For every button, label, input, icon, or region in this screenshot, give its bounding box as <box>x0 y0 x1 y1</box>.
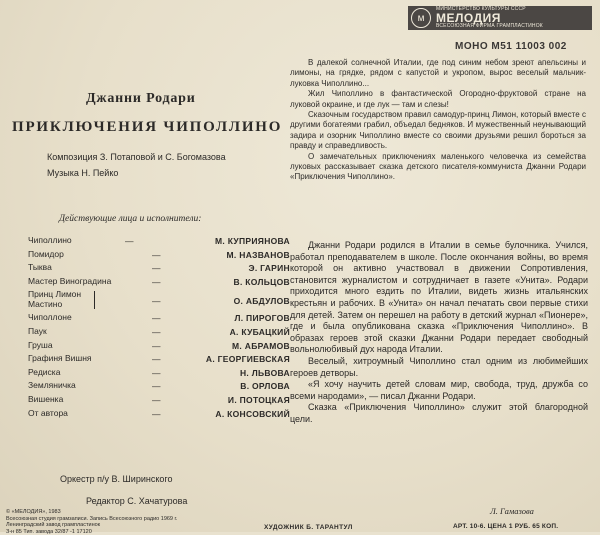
cast-dash: — <box>152 381 161 392</box>
cast-row <box>28 409 290 423</box>
cast-actor: М. АБРАМОВ <box>232 340 290 351</box>
cast-role: Мастер Виноградина <box>28 275 112 286</box>
cast-row <box>28 354 290 368</box>
cast-actor: Э. ГАРИН <box>248 263 290 274</box>
essay-paragraph: Сказка «Приключения Чиполлино» служит этой благородной цели. <box>290 402 588 424</box>
cast-dash: — <box>152 296 161 307</box>
production-credits: © «МЕЛОДИЯ», 1983 Всесоюзная студия грамзаписи. Запись Всесоюзного радио 1969 г. Ленинградский завод грампластинок З-н 85 Тип. завода 32/87 -1 17120 <box>6 509 178 535</box>
cast-dash: — <box>152 354 161 365</box>
cast-row <box>28 313 290 327</box>
cast-bracket <box>94 291 95 309</box>
cast-dash: — <box>152 276 161 287</box>
cast-role: Редиска <box>28 366 61 377</box>
essay-paragraph: Веселый, хитроумный Чиполлино стал одним из любимейших героев детворы. <box>290 355 588 378</box>
cast-actor: А. КУБАЦКИЙ <box>229 326 290 337</box>
melodiya-logo <box>408 6 592 30</box>
cast-row <box>28 341 290 355</box>
cast-actor: Н. ЛЬВОВА <box>239 367 290 378</box>
cast-dash: — <box>152 408 161 419</box>
cast-actor: В. КОЛЬЦОВ <box>233 276 290 287</box>
intro-paragraph: О замечательных приключениях маленького человечка из семейства луковых рассказывает сказка детского писателя-коммуниста Джанни Родари «Приключения Чиполлино». <box>290 151 586 182</box>
cast-role: Вишенка <box>28 393 64 404</box>
composition-credit: Композиция З. Потаповой и С. Богомазова <box>47 152 226 162</box>
cast-actor: М. КУПРИЯНОВА <box>215 236 290 246</box>
cast-row <box>28 277 290 291</box>
essay-paragraph: Джанни Родари родился в Италии в семье булочника. Учился, работал преподавателем в школе. После окончания войны, во время которой он активно участвовал в движении Сопротивления, становится журналистом и сотрудничает в газете «Унита». Родари приходится много ездить по Италии, видеть жизнь итальянских крестьян и рабочих. В «Унита» он начал печатать свои первые стихи для детей. Затем он перешел на работу в детский журнал «Пионере», где и была опубликована сказка «Приключения Чиполлино». В образах героев этой сказки Джанни Родари передает свободный вольнолюбивый дух народа Италии. <box>290 240 588 355</box>
cast-row <box>28 395 290 409</box>
album-title: ПРИКЛЮЧЕНИЯ ЧИПОЛЛИНО <box>12 119 283 135</box>
intro-paragraph: Жил Чиполлино в фантастической Огородно-фруктовой стране на луковой окраине, и где лук — там и слезы! <box>290 89 586 109</box>
cast-list <box>28 236 290 422</box>
author-name: Джанни Родари <box>86 91 196 106</box>
cast-role: Принц Лимон Мастино <box>28 289 82 309</box>
intro-paragraph: В далекой солнечной Италии, где под синим небом зреют апельсины и лимоны, на грядке, рядом с капустой и укропом, вырос веселый мальчик-луковка Чиполлино... <box>290 58 586 88</box>
intro-paragraph: Сказочным государством правил самодур-принц Лимон, который вместе с другими богатеями грабил, объедал бедняков. И мужественный неунывающий задира и озорник Чиполлино вместе со своими друзьями решил бороться за правду и справедливость. <box>290 110 586 151</box>
cast-dash: — <box>152 394 161 405</box>
cast-role: От автора <box>28 407 68 418</box>
cast-role: Паук <box>28 325 47 336</box>
cast-actor: О. АБДУЛОВ <box>233 296 290 307</box>
cast-dash: — <box>152 326 161 337</box>
cast-role: Помидор <box>28 248 64 259</box>
cast-actor: А. КОНСОВСКИЙ <box>215 408 290 419</box>
cast-dash: — <box>152 249 161 260</box>
essay-text <box>290 240 588 426</box>
orchestra-credit: Оркестр п/у В. Ширинского <box>60 474 173 484</box>
intro-text <box>290 58 586 183</box>
artist-credit: ХУДОЖНИК Б. ТАРАНТУЛ <box>264 524 353 531</box>
essay-signature: Л. Гамазова <box>490 506 534 516</box>
cast-row <box>28 368 290 382</box>
cast-row <box>28 290 290 313</box>
cast-actor: М. НАЗВАНОВ <box>226 249 290 260</box>
cast-actor: В. ОРЛОВА <box>240 381 290 392</box>
cast-row <box>28 327 290 341</box>
cast-role: Тыква <box>28 262 52 273</box>
cast-role: Земляничка <box>28 380 76 391</box>
cast-row <box>28 263 290 277</box>
cast-row <box>28 381 290 395</box>
cast-actor: А. ГЕОРГИЕВСКАЯ <box>205 354 290 365</box>
cast-dash: — <box>125 236 134 246</box>
cast-actor: И. ПОТОЦКАЯ <box>227 394 290 405</box>
music-credit: Музыка Н. Пейко <box>47 168 119 178</box>
logo-ministry: МИНИСТЕРСТВО КУЛЬТУРЫ СССР <box>436 6 526 12</box>
cast-dash: — <box>152 263 161 274</box>
melodiya-mark-icon: м <box>411 8 431 28</box>
cast-dash: — <box>152 340 161 351</box>
cast-role: Чиполлоне <box>28 312 72 323</box>
cast-actor: Л. ПИРОГОВ <box>234 313 290 324</box>
cast-row <box>28 250 290 264</box>
cast-role: Груша <box>28 339 53 350</box>
cast-dash: — <box>152 367 161 378</box>
logo-company: ВСЕСОЮЗНАЯ ФИРМА ГРАМПЛАСТИНОК <box>436 23 543 29</box>
editor-credit: Редактор С. Хачатурова <box>86 496 188 506</box>
cast-row <box>28 236 290 250</box>
essay-paragraph: «Я хочу научить детей словам мир, свобода, труд, дружба со всеми народами», — писал Джанни Родари. <box>290 379 588 401</box>
price-label: АРТ. 10-6. ЦЕНА 1 РУБ. 65 КОП. <box>453 523 559 530</box>
cast-role: Графиня Вишня <box>28 353 92 364</box>
cast-dash: — <box>152 313 161 324</box>
cast-role: Чиполлино <box>28 235 72 245</box>
cast-heading: Действующие лица и исполнители: <box>59 214 202 224</box>
logo-name: МЕЛОДИЯ <box>436 11 501 25</box>
catalog-number: МОНО М51 11003 002 <box>455 41 567 52</box>
